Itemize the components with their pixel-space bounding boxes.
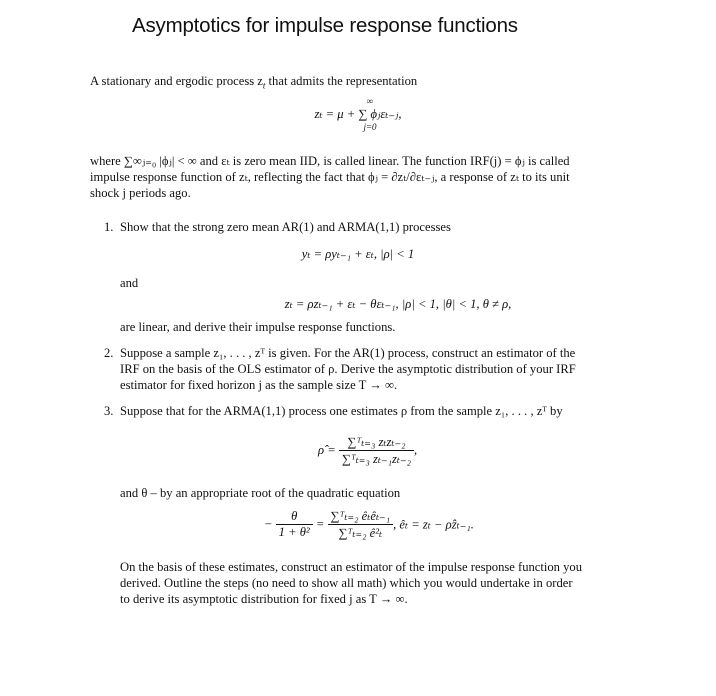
rho-denominator: ∑ᵀₜ₌₃ zₜ₋₁zₜ₋₂ (341, 452, 412, 466)
theta-equals: = (315, 517, 325, 531)
intro-text: A stationary and ergodic process z (90, 74, 263, 88)
item1-eq2: zₜ = ρzₜ₋₁ + εₜ − θεₜ₋₁, |ρ| < 1, |θ| < 1, θ ≠ ρ, (284, 297, 512, 311)
e-numerator: ∑ᵀₜ₌₂ êₜêₜ₋₁ (328, 508, 394, 525)
equation-main (0, 96, 716, 132)
item3-and-line: and θ – by an appropriate root of the quadratic equation (120, 486, 401, 500)
item3-closing-1: On the basis of these estimates, construct an estimator of the impulse response function you (120, 560, 583, 574)
intro-para-1: where ∑∞ⱼ₌₀ |ϕⱼ| < ∞ and εₜ is zero mean IID, is called linear. The function IRF(j) = ϕⱼ is called (90, 154, 570, 168)
theta-minus: − (264, 517, 273, 531)
item3-line-1: Suppose that for the ARMA(1,1) process one estimates ρ from the sample z₁, . . . , zᵀ by (120, 404, 563, 418)
item2-line-1: Suppose a sample z₁, . . . , zᵀ is given. For the AR(1) process, construct an estimator of the (120, 346, 576, 360)
rho-lhs: ρ̂ = (318, 443, 336, 457)
page-title: Asymptotics for impulse response functions (132, 14, 518, 37)
item3-closing-2: derived. Outline the steps (no need to show all math) which you would undertake in order (120, 576, 573, 590)
e-definition: , êₜ = zₜ − ρ̂zₜ₋₁. (393, 517, 474, 532)
intro-para-2: impulse response function of zₜ, reflecting the fact that ϕⱼ = ∂zₜ/∂εₜ₋ⱼ, a response of zₜ to its unit (90, 170, 570, 184)
theta-numerator: θ (276, 509, 313, 525)
item1-eq1: yₜ = ρyₜ₋₁ + εₜ, |ρ| < 1 (301, 247, 415, 261)
item3-closing-3: to derive its asymptotic distribution for fixed j as T → ∞. (120, 592, 408, 606)
item-number: 3. (104, 404, 114, 418)
e-denominator: ∑ᵀₜ₌₂ ê²ₜ (338, 526, 383, 540)
item1-text: Show that the strong zero mean AR(1) and ARMA(1,1) processes (120, 220, 451, 234)
item1-and: and (120, 276, 139, 290)
eq-top: ∞ (366, 96, 374, 106)
e-fraction (328, 508, 394, 541)
intro-para-3: shock j periods ago. (90, 186, 191, 200)
rho-fraction (339, 434, 414, 467)
eq-body: zₜ = μ + ∑ ϕⱼεₜ₋ⱼ, (314, 107, 402, 121)
theta-fraction (276, 509, 313, 540)
eq-bottom: j=0 (363, 122, 377, 132)
rho-comma: , (414, 443, 418, 457)
item-number: 1. (104, 220, 114, 234)
item-number: 2. (104, 346, 114, 360)
intro-sub: t (262, 80, 266, 91)
theta-denominator: 1 + θ² (278, 525, 310, 539)
item2-line-2: IRF on the basis of the OLS estimator of ρ. Derive the asymptotic distribution of your IRF (120, 362, 576, 376)
theta-equation (264, 508, 474, 541)
rho-hat-equation (318, 434, 417, 467)
rho-numerator: ∑ᵀₜ₌₃ zₜzₜ₋₂ (339, 434, 414, 451)
intro-text-end: that admits the representation (265, 74, 418, 88)
item2-line-3: estimator for fixed horizon j as the sample size T → ∞. (120, 378, 398, 392)
intro-line (90, 74, 417, 94)
item1-tail: are linear, and derive their impulse response functions. (120, 320, 396, 334)
